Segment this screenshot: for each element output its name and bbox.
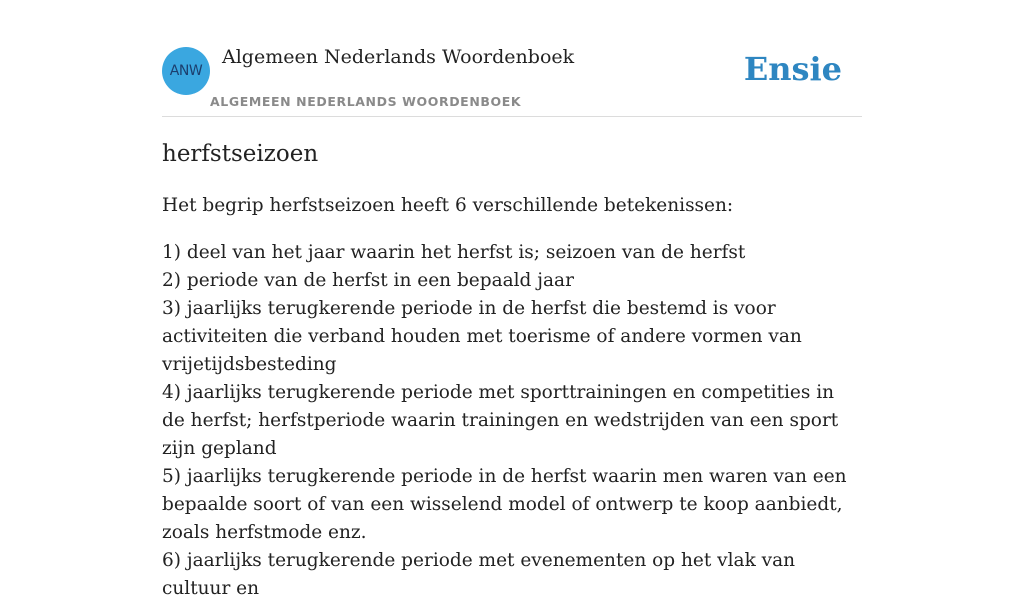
definition-item: 1) deel van het jaar waarin het herfst is; seizoen van de herfst	[162, 242, 746, 263]
definition-item: 3) jaarlijks terugkerende periode in de herfst die bestemd is voor activiteiten die verband houden met toerisme of andere vormen van vrijetijdsbesteding	[162, 298, 802, 375]
definition-item: 2) periode van de herfst in een bepaald jaar	[162, 270, 574, 291]
definition-list	[162, 239, 862, 603]
ensie-brand-logo[interactable]: Ensie	[743, 50, 842, 88]
entry-intro: Het begrip herfstseizoen heeft 6 verschillende betekenissen:	[162, 195, 734, 216]
definition-item: 4) jaarlijks terugkerende periode met sporttrainingen en competities in de herfst; herfstperiode waarin trainingen en wedstrijden van een sport zijn gepland	[162, 382, 839, 459]
site-subtitle: ALGEMEEN NEDERLANDS WOORDENBOEK	[210, 94, 522, 109]
definition-item: 5) jaarlijks terugkerende periode in de herfst waarin men waren van een bepaalde soort of van een wisselend model of ontwerp te koop aanbiedt, zoals herfstmode enz.	[162, 466, 847, 543]
entry-term: herfstseizoen	[162, 141, 319, 167]
definition-item: 6) jaarlijks terugkerende periode met evenementen op het vlak van cultuur en	[162, 550, 796, 599]
site-title[interactable]: Algemeen Nederlands Woordenboek	[222, 46, 575, 68]
anw-logo[interactable]: ANW	[162, 47, 210, 95]
entry-content	[162, 138, 862, 603]
site-header	[162, 0, 862, 117]
